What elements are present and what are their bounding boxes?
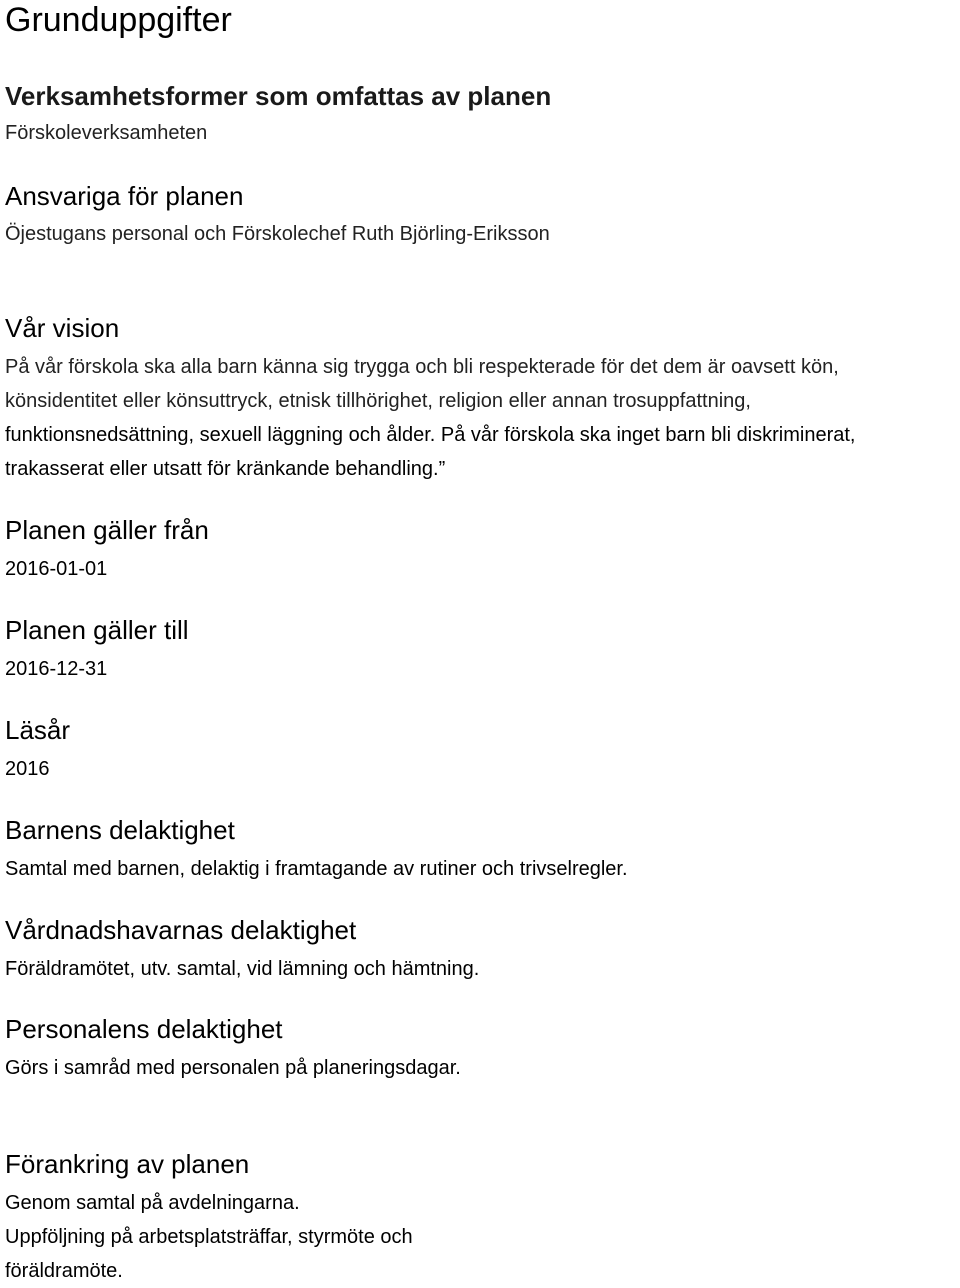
- section-text-vardnadshavarnas-delaktighet: Föräldramötet, utv. samtal, vid lämning och hämtning.: [5, 958, 480, 980]
- forankring-line-3: föräldramöte.: [5, 1260, 123, 1282]
- vision-line-4: trakasserat eller utsatt för kränkande behandling.”: [5, 458, 446, 480]
- section-heading-personalens-delaktighet: Personalens delaktighet: [5, 1014, 283, 1044]
- section-text-barnens-delaktighet: Samtal med barnen, delaktig i framtagande av rutiner och trivselregler.: [5, 858, 628, 880]
- section-heading-lasar: Läsår: [5, 715, 71, 745]
- section-heading-planen-galler-fran: Planen gäller från: [5, 515, 209, 545]
- section-heading-vision: Vår vision: [5, 313, 120, 343]
- vision-line-1: På vår förskola ska alla barn känna sig trygga och bli respekterade för det dem är oavsett kön,: [5, 356, 839, 378]
- vision-line-2: könsidentitet eller könsuttryck, etnisk tillhörighet, religion eller annan trosuppfattning,: [5, 390, 751, 412]
- section-heading-verksamhetsformer: Verksamhetsformer som omfattas av planen: [5, 81, 552, 111]
- section-text-planen-galler-fran: 2016-01-01: [5, 558, 108, 580]
- section-text-ansvariga: Öjestugans personal och Förskolechef Ruth Björling-Eriksson: [5, 223, 550, 245]
- section-text-planen-galler-till: 2016-12-31: [5, 658, 108, 680]
- section-text-lasar: 2016: [5, 758, 50, 780]
- section-text-verksamhetsformer: Förskoleverksamheten: [5, 122, 208, 144]
- vision-line-3: funktionsnedsättning, sexuell läggning och ålder. På vår förskola ska inget barn bli diskriminerat,: [5, 424, 856, 446]
- section-text-personalens-delaktighet: Görs i samråd med personalen på planeringsdagar.: [5, 1057, 461, 1079]
- section-heading-barnens-delaktighet: Barnens delaktighet: [5, 815, 235, 845]
- section-heading-planen-galler-till: Planen gäller till: [5, 615, 189, 645]
- forankring-line-2: Uppföljning på arbetsplatsträffar, styrmöte och: [5, 1226, 413, 1248]
- section-heading-vardnadshavarnas-delaktighet: Vårdnadshavarnas delaktighet: [5, 915, 357, 945]
- section-heading-forankring: Förankring av planen: [5, 1149, 250, 1179]
- forankring-line-1: Genom samtal på avdelningarna.: [5, 1192, 300, 1214]
- section-heading-ansvariga: Ansvariga för planen: [5, 181, 244, 211]
- page-title: Grunduppgifter: [5, 1, 232, 39]
